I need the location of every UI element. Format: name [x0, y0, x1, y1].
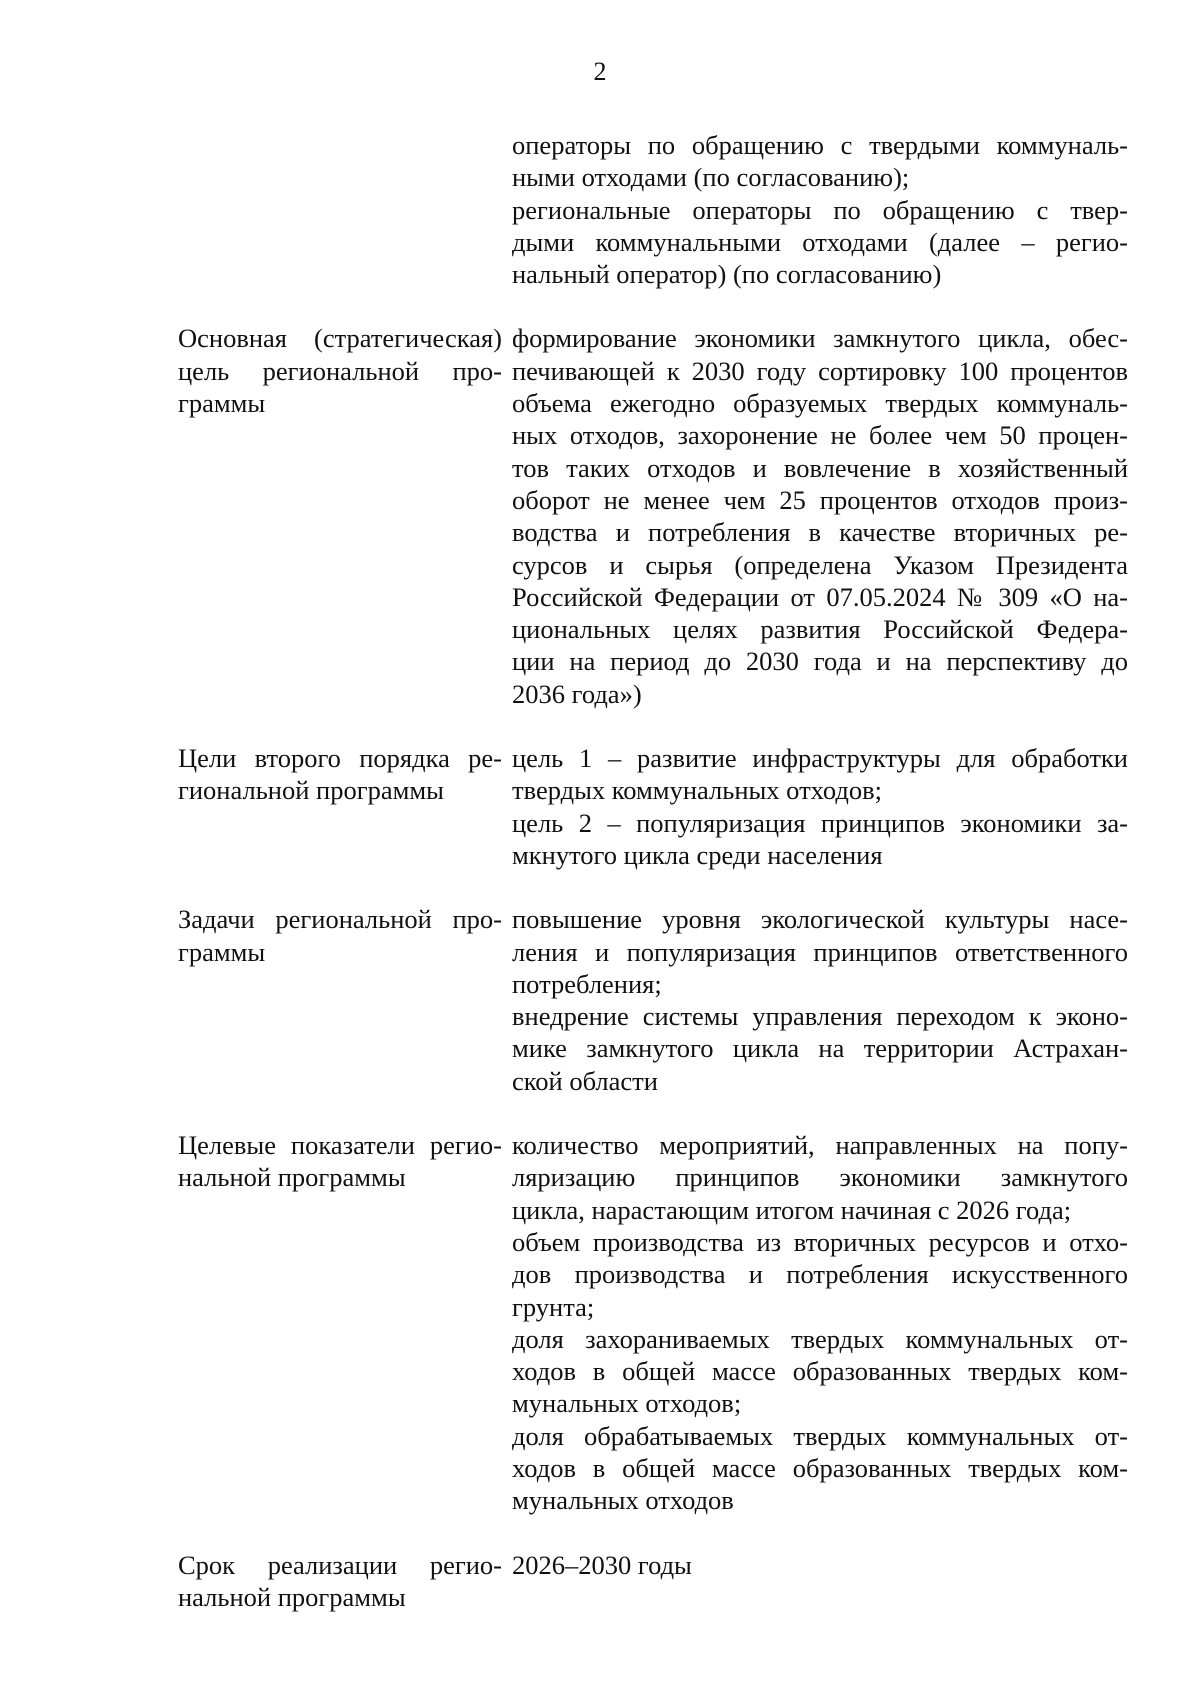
- label-line: гиональной программы: [178, 775, 444, 806]
- value-line: ходов в общей массе образованных твердых ком-: [512, 1452, 1128, 1483]
- value-line: цель 1 – развитие инфраструктуры для обработки: [512, 743, 1128, 774]
- label-line: нальной программы: [178, 1581, 406, 1612]
- value-line: мунальных отходов;: [512, 1388, 742, 1419]
- value-line: дов производства и потребления искусственного: [512, 1259, 1128, 1290]
- value-line: 2026–2030 годы: [512, 1549, 692, 1580]
- value-line: объем производства из вторичных ресурсов и отхо-: [512, 1226, 1128, 1257]
- value-line: операторы по обращению с твердыми коммуналь-: [512, 130, 1128, 160]
- value-line: мике замкнутого цикла на территории Астрахан-: [512, 1033, 1128, 1064]
- value-line: доля захораниваемых твердых коммунальных от-: [512, 1323, 1128, 1354]
- label-line: Цели второго порядка ре-: [178, 743, 502, 774]
- label-line: Срок реализации регио-: [178, 1549, 502, 1580]
- passport-row: [178, 1549, 1138, 1614]
- value-line: ляризацию принципов экономики замкнутого: [512, 1162, 1128, 1193]
- value-line: сурсов и сырья (определена Указом Президента: [512, 549, 1128, 580]
- value-line: внедрение системы управления переходом к эконо-: [512, 1001, 1128, 1032]
- passport-row: [178, 129, 1138, 290]
- label-line: Задачи региональной про-: [178, 904, 502, 935]
- value-line: ными отходами (по согласованию);: [512, 162, 910, 193]
- label-line: Основная (стратегическая): [178, 323, 502, 354]
- value-line: грунта;: [512, 1291, 595, 1322]
- value-line: 2036 года»): [512, 678, 642, 709]
- value-line: твердых коммунальных отходов;: [512, 775, 882, 806]
- value-line: мкнутого цикла среди населения: [512, 839, 883, 870]
- value-line: мунальных отходов: [512, 1485, 734, 1516]
- row-value: [512, 322, 1128, 710]
- passport-row: [178, 742, 1138, 871]
- value-line: тов таких отходов и вовлечение в хозяйственный: [512, 452, 1128, 483]
- label-line: нальной программы: [178, 1162, 406, 1193]
- value-line: объема ежегодно образуемых твердых коммуналь-: [512, 388, 1128, 419]
- row-label: [178, 742, 512, 807]
- program-passport-table: [178, 129, 1138, 1645]
- passport-row: [178, 1129, 1138, 1517]
- value-line: потребления;: [512, 968, 662, 999]
- row-value: [512, 742, 1128, 871]
- row-label: [178, 322, 512, 419]
- row-label: [178, 1549, 512, 1614]
- value-line: печивающей к 2030 году сортировку 100 процентов: [512, 355, 1128, 386]
- value-line: цикла, нарастающим итогом начиная с 2026 года;: [512, 1194, 1072, 1225]
- label-line: Целевые показатели регио-: [178, 1130, 502, 1161]
- row-value: [512, 1549, 1128, 1581]
- value-line: ции на период до 2030 года и на перспективу до: [512, 646, 1128, 677]
- value-line: дыми коммунальными отходами (далее – регио-: [512, 226, 1128, 257]
- label-line: цель региональной про-: [178, 355, 502, 386]
- value-line: нальный оператор) (по согласованию): [512, 259, 942, 290]
- value-line: водства и потребления в качестве вторичных ре-: [512, 517, 1128, 548]
- value-line: региональные операторы по обращению с твер-: [512, 194, 1128, 225]
- row-value: [512, 1129, 1128, 1517]
- value-line: доля обрабатываемых твердых коммунальных от-: [512, 1420, 1128, 1451]
- value-line: ных отходов, захоронение не более чем 50 процен-: [512, 420, 1128, 451]
- row-value: [512, 903, 1128, 1097]
- value-line: ской области: [512, 1065, 658, 1096]
- page-number: 2: [593, 57, 607, 86]
- passport-row: [178, 322, 1138, 710]
- passport-row: [178, 903, 1138, 1097]
- value-line: цель 2 – популяризация принципов экономики за-: [512, 807, 1128, 838]
- label-line: граммы: [178, 388, 266, 419]
- label-line: граммы: [178, 936, 266, 967]
- row-value: [512, 129, 1128, 290]
- value-line: формирование экономики замкнутого цикла, обес-: [512, 323, 1128, 354]
- row-label: [178, 903, 512, 968]
- value-line: Российской Федерации от 07.05.2024 № 309 «О на-: [512, 581, 1128, 612]
- row-label: [178, 1129, 512, 1194]
- value-line: ления и популяризация принципов ответственного: [512, 936, 1128, 967]
- value-line: ходов в общей массе образованных твердых ком-: [512, 1356, 1128, 1387]
- value-line: циональных целях развития Российской Федера-: [512, 614, 1128, 645]
- value-line: количество мероприятий, направленных на попу-: [512, 1130, 1128, 1161]
- value-line: оборот не менее чем 25 процентов отходов произ-: [512, 484, 1128, 515]
- value-line: повышение уровня экологической культуры насе-: [512, 904, 1128, 935]
